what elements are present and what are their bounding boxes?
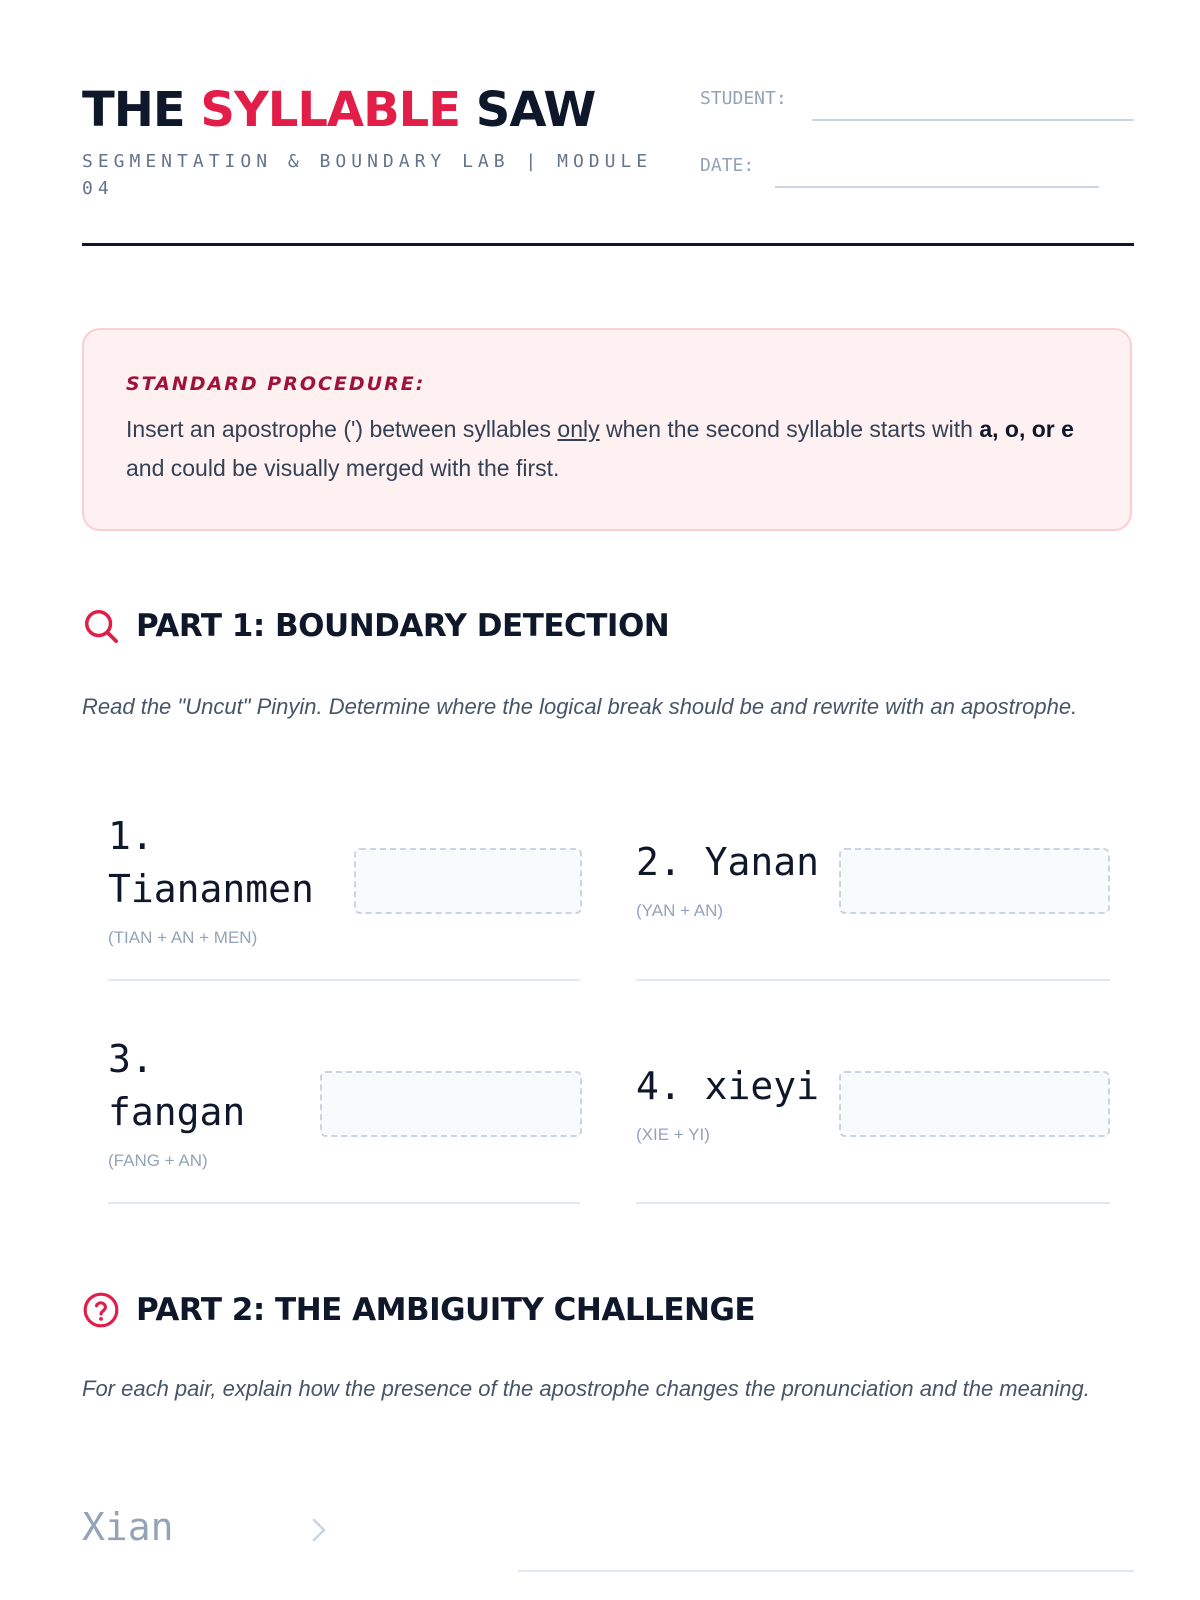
exercise-divider bbox=[636, 1202, 1110, 1204]
part1-heading bbox=[82, 606, 669, 646]
exercise-answer-box[interactable] bbox=[839, 848, 1110, 914]
part2-heading bbox=[82, 1290, 755, 1330]
student-field[interactable] bbox=[812, 119, 1134, 121]
exercise-answer-box[interactable] bbox=[354, 848, 582, 914]
pair-answer-line[interactable] bbox=[518, 1570, 1134, 1572]
title-accent: SYLLABLE bbox=[200, 82, 461, 138]
help-circle-icon bbox=[82, 1291, 120, 1329]
exercise-divider bbox=[108, 979, 580, 981]
procedure-box bbox=[82, 328, 1132, 531]
procedure-heading: STANDARD PROCEDURE: bbox=[126, 373, 426, 395]
chevron-right-icon bbox=[308, 1515, 330, 1545]
part2-title: PART 2: THE AMBIGUITY CHALLENGE bbox=[136, 1292, 756, 1328]
student-label: STUDENT: bbox=[700, 88, 787, 109]
exercise-answer-box[interactable] bbox=[839, 1071, 1110, 1137]
exercise-divider bbox=[108, 1202, 580, 1204]
page-title: THE SYLLABLE SAW bbox=[82, 82, 596, 138]
exercise-word: 4. xieyi bbox=[636, 1064, 820, 1108]
part1-title: PART 1: BOUNDARY DETECTION bbox=[136, 608, 670, 644]
pair-word: Xian bbox=[82, 1505, 174, 1549]
part1-instructions: Read the "Uncut" Pinyin. Determine where the logical break should be and rewrite with an apostrophe. bbox=[82, 694, 1078, 719]
exercise-word: 1. Tiananmen bbox=[108, 814, 314, 911]
exercise-hint: (XIE + YI) bbox=[636, 1125, 710, 1144]
page-subtitle: SEGMENTATION & BOUNDARY LAB | MODULE 04 bbox=[82, 151, 653, 199]
exercise-word: 2. Yanan bbox=[636, 840, 820, 884]
date-field[interactable] bbox=[775, 186, 1099, 188]
exercise-word: 3. fangan bbox=[108, 1037, 246, 1134]
header-divider bbox=[82, 243, 1134, 246]
exercise-hint: (FANG + AN) bbox=[108, 1151, 208, 1170]
exercise-divider bbox=[636, 979, 1110, 981]
exercise-hint: (YAN + AN) bbox=[636, 901, 724, 920]
search-icon bbox=[82, 607, 120, 645]
exercise-hint: (TIAN + AN + MEN) bbox=[108, 928, 258, 947]
part2-instructions: For each pair, explain how the presence of the apostrophe changes the pronunciation and the meaning. bbox=[82, 1376, 1090, 1401]
exercise-answer-box[interactable] bbox=[320, 1071, 582, 1137]
date-label: DATE: bbox=[700, 155, 755, 176]
procedure-text: Insert an apostrophe (') between syllables only when the second syllable starts with a, o, or e and could be visually merged with the first. bbox=[126, 416, 1074, 481]
